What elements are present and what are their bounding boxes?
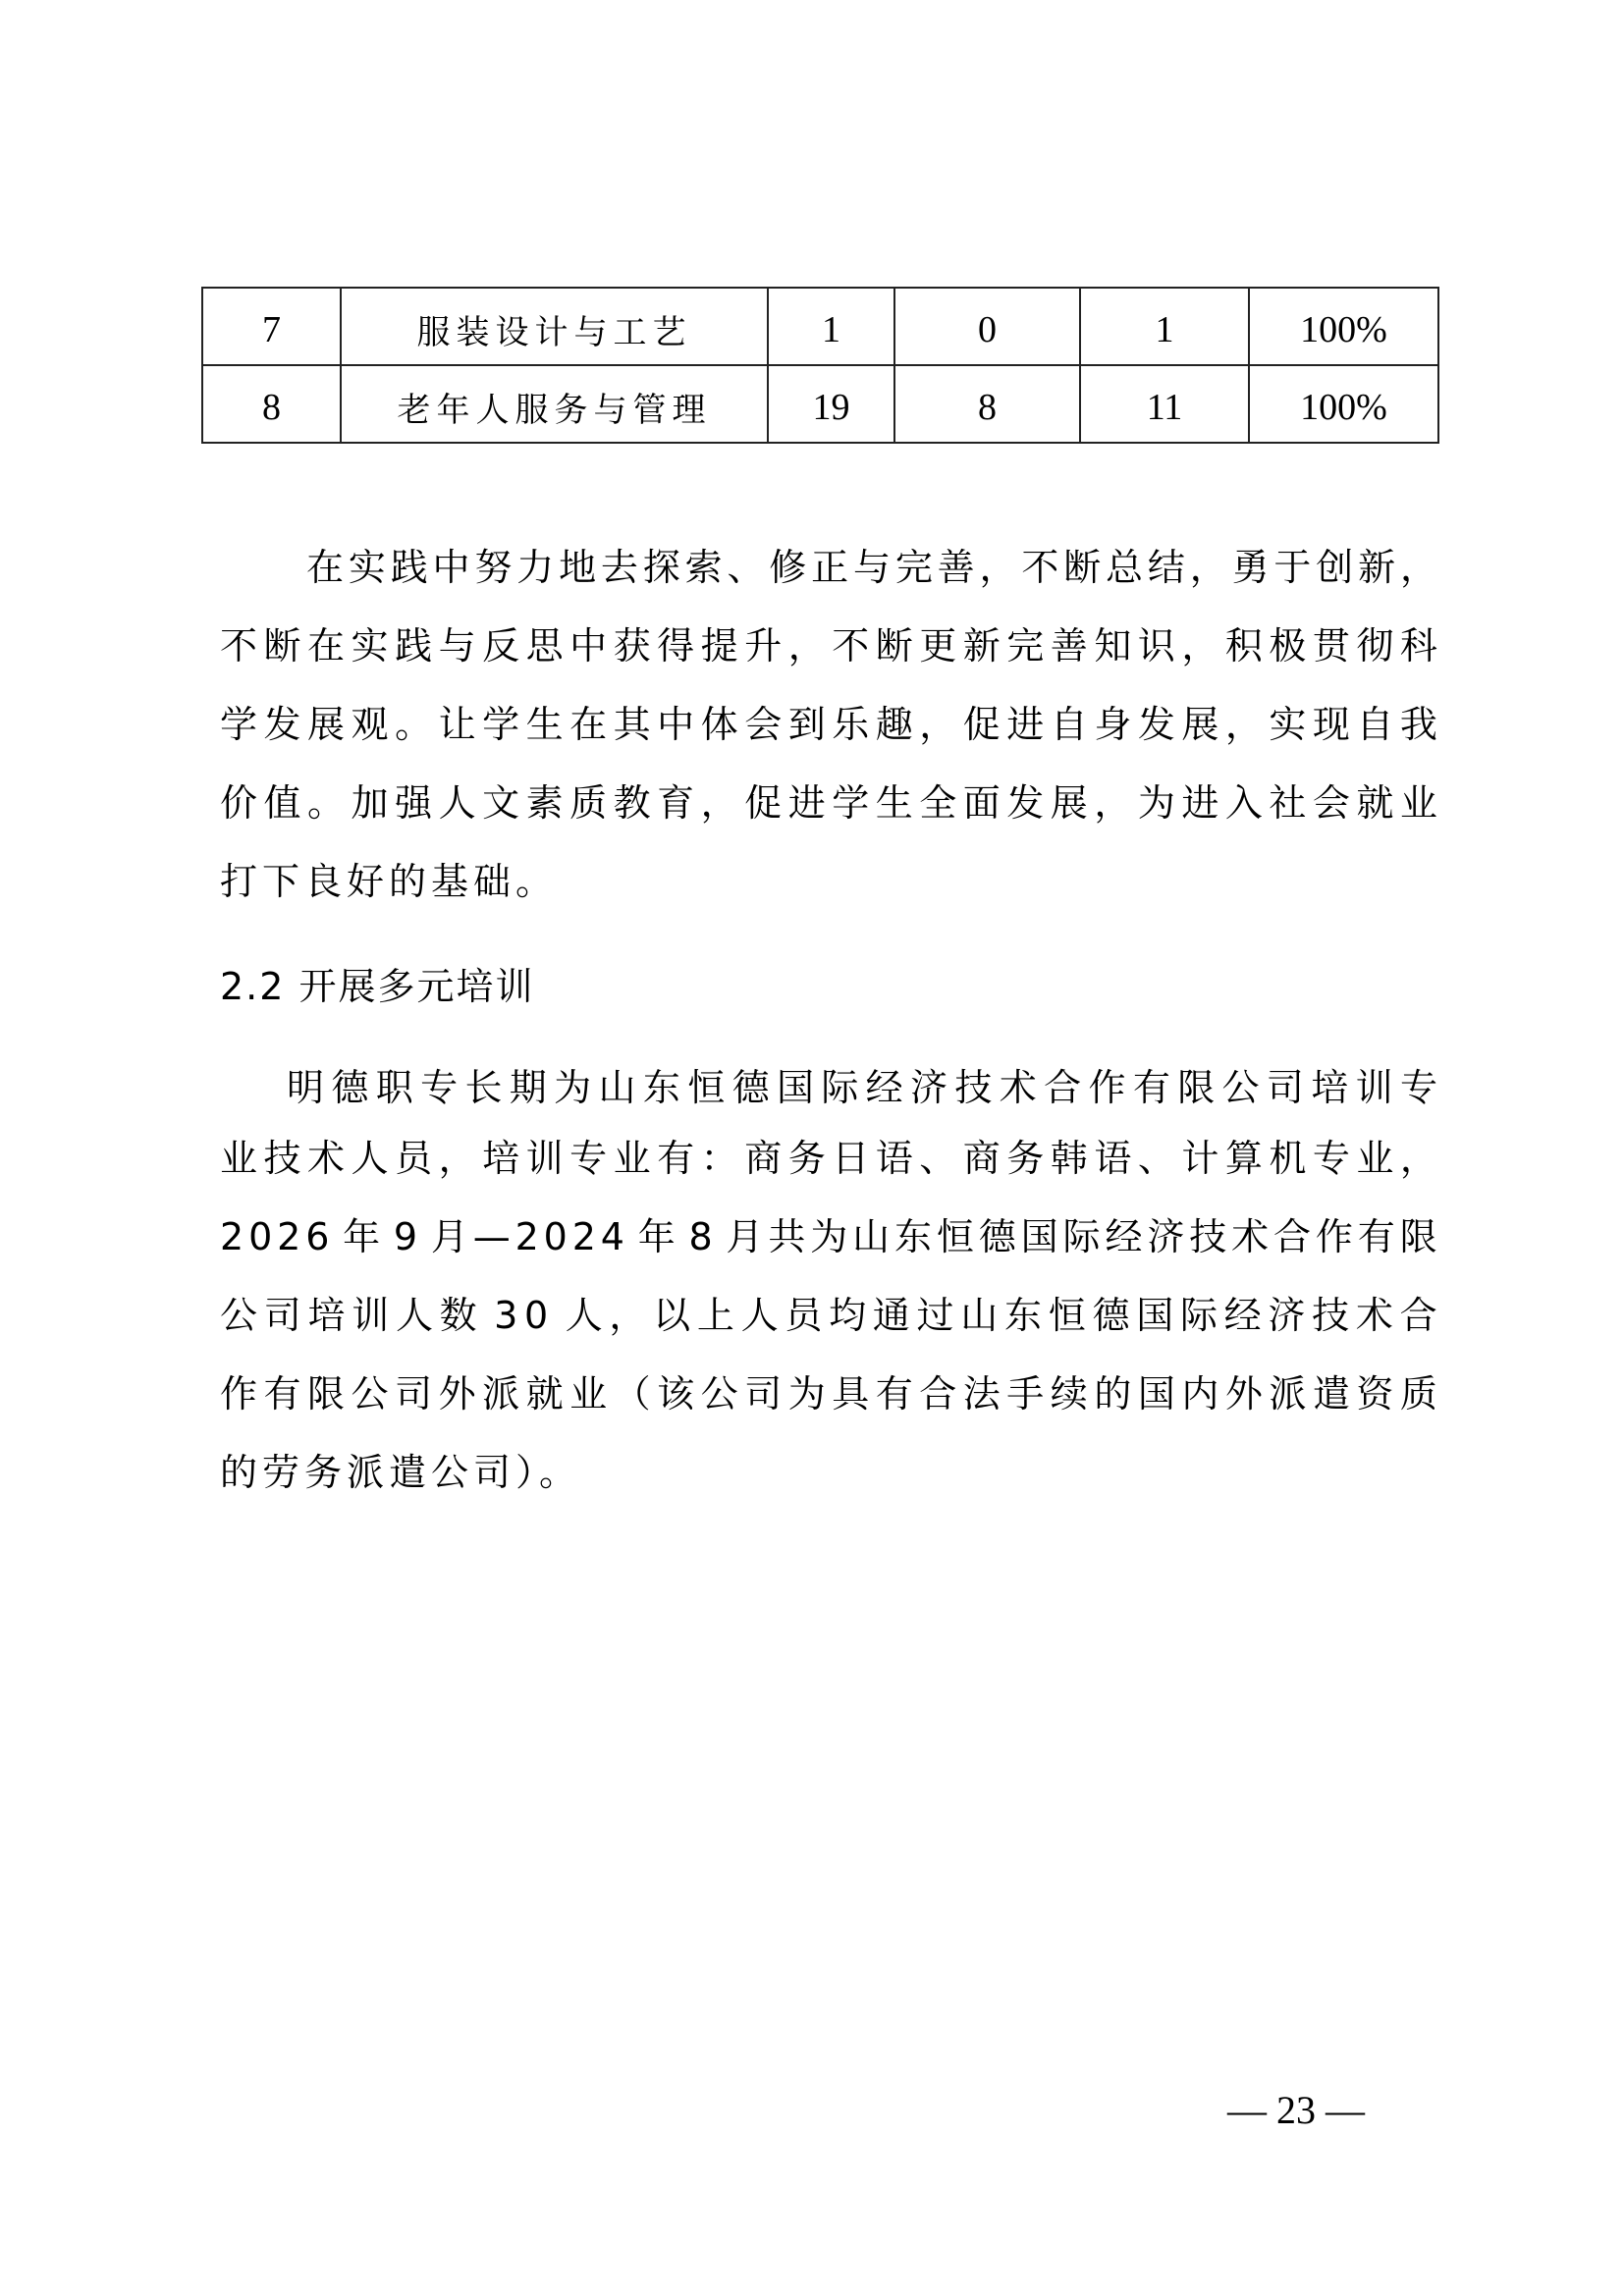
paragraph-line: 明 德 职 专 长 期 为 山 东 恒 德 国 际 经 济 技 术 合 作 有 限 公 司 培 训 专 <box>287 1066 1437 1109</box>
count-total: 19 <box>768 365 894 443</box>
rate: 100% <box>1249 288 1438 365</box>
paragraph-line: 不 断 在 实 践 与 反 思 中 获 得 提 升 ， 不 断 更 新 完 善 知 识 ， 积 极 贯 彻 科 <box>220 624 1437 667</box>
paragraph-line: 2 0 2 6 年 9 月 — 2 0 2 4 年 8 月 共 为 山 东 恒 德 国 际 经 济 技 术 合 作 有 限 <box>220 1215 1437 1258</box>
paragraph-line: 业 技 术 人 员 ， 培 训 专 业 有 ： 商 务 日 语 、 商 务 韩 语 、 计 算 机 专 业 ， <box>220 1137 1437 1180</box>
major-name: 老年人服务与管理 <box>341 365 768 443</box>
paragraph-line: 公 司 培 训 人 数 3 0 人 ， 以 上 人 员 均 通 过 山 东 恒 德 国 际 经 济 技 术 合 <box>220 1294 1437 1337</box>
count-b: 1 <box>1080 288 1249 365</box>
major-name: 服装设计与工艺 <box>341 288 768 365</box>
row-number: 8 <box>202 365 341 443</box>
paragraph-line: 作 有 限 公 司 外 派 就 业 （ 该 公 司 为 具 有 合 法 手 续 的 国 内 外 派 遣 资 质 <box>220 1372 1437 1415</box>
table-row <box>202 365 1438 443</box>
section-heading: 2.2 开展多元培训 <box>220 965 535 1008</box>
row-number: 7 <box>202 288 341 365</box>
count-a: 0 <box>894 288 1080 365</box>
paragraph-line: 学 发 展 观 。 让 学 生 在 其 中 体 会 到 乐 趣 ， 促 进 自 身 发 展 ， 实 现 自 我 <box>220 703 1437 746</box>
page-number: — 23 — <box>1227 2088 1365 2132</box>
table-row <box>202 288 1438 365</box>
employment-table <box>201 287 1439 444</box>
rate: 100% <box>1249 365 1438 443</box>
count-total: 1 <box>768 288 894 365</box>
paragraph-line: 价 值 。 加 强 人 文 素 质 教 育 ， 促 进 学 生 全 面 发 展 ， 为 进 入 社 会 就 业 <box>220 781 1437 825</box>
count-a: 8 <box>894 365 1080 443</box>
count-b: 11 <box>1080 365 1249 443</box>
paragraph-line: 在 实 践 中 努 力 地 去 探 索 、 修 正 与 完 善 ， 不 断 总 结 ， 勇 于 创 新 ， <box>306 546 1437 589</box>
paragraph-line: 打下良好的基础。 <box>220 860 559 903</box>
paragraph-line: 的劳务派遣公司）。 <box>220 1451 582 1494</box>
